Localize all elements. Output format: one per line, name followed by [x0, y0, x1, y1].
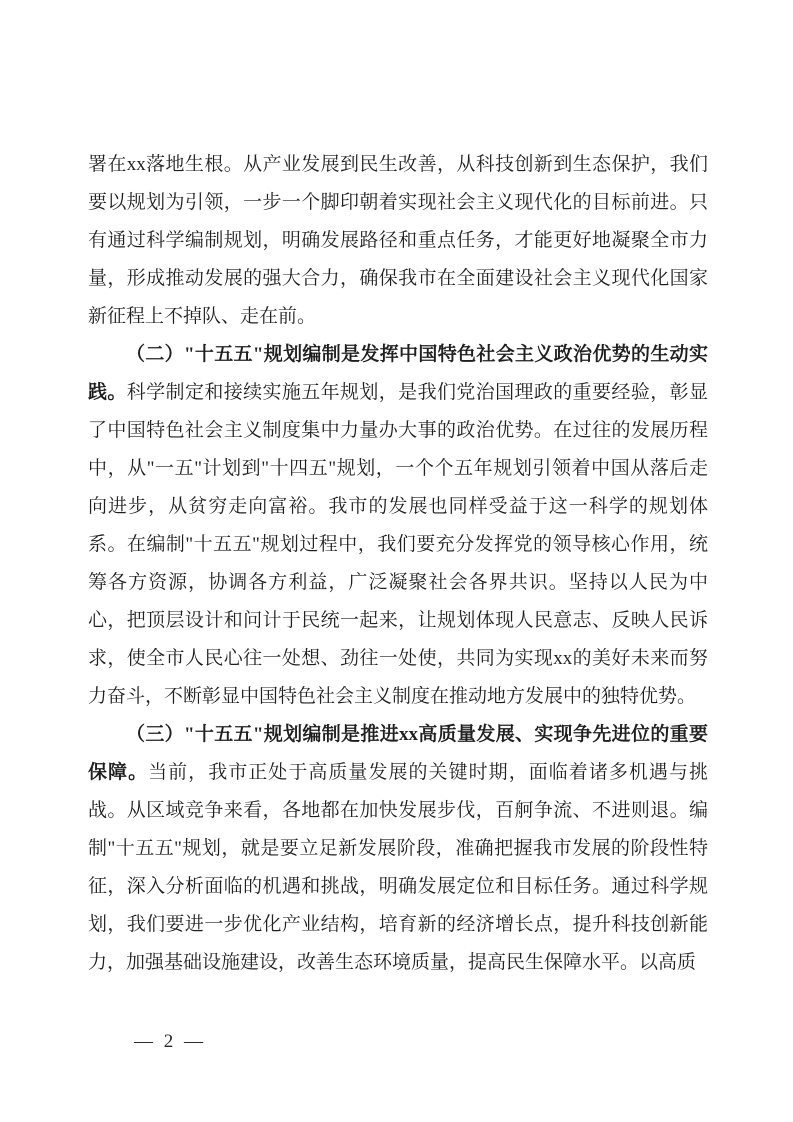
document-body: [88, 146, 708, 982]
paragraph-text: 当前，我市正处于高质量发展的关键时期，面临着诸多机遇与挑战。从区域竞争来看，各地都在加快发展步伐，百舸争流、不进则退。编制"十五五"规划，就是要立足新发展阶段，准确把握我市发展的阶段性特征，深入分析面临的机遇和挑战，明确发展定位和目标任务。通过科学规划，我们要进一步优化产业结构，培育新的经济增长点，提升科技创新能力，加强基础设施建设，改善生态环境质量，提高民生保障水平。以高质: [88, 762, 708, 973]
paragraph-text: 科学制定和接续实施五年规划，是我们党治国理政的重要经验，彰显了中国特色社会主义制度集中力量办大事的政治优势。在过往的发展历程中，从"一五"计划到"十四五"规划，一个个五年规划引领着中国从落后走向进步，从贫穷走向富裕。我市的发展也同样受益于这一科学的规划体系。在编制"十五五"规划过程中，我们要充分发挥党的领导核心作用，统筹各方资源，协调各方利益，广泛凝聚社会各界共识。坚持以人民为中心，把顶层设计和问计于民统一起来，让规划体现人民意志、反映人民诉求，使全市人民心往一处想、劲往一处使，共同为实现xx的美好未来而努力奋斗，不断彰显中国特色社会主义制度在推动地方发展中的独特优势。: [88, 382, 708, 707]
paragraph-text: 署在xx落地生根。从产业发展到民生改善，从科技创新到生态保护，我们要以规划为引领，一步一个脚印朝着实现社会主义现代化的目标前进。只有通过科学编制规划，明确发展路径和重点任务，才能更好地凝聚全市力量，形成推动发展的强大合力，确保我市在全面建设社会主义现代化国家新征程上不掉队、走在前。: [88, 154, 708, 327]
paragraph-section-3: [88, 716, 708, 982]
paragraph-section-2: [88, 336, 708, 716]
page-number: — 2 —: [134, 1031, 206, 1052]
paragraph-continuation: [88, 146, 708, 336]
section-3-heading: （三）"十五五"规划编制是推进xx高质量发展、实现争先进位的重要保障。: [88, 724, 708, 783]
section-2-heading: （二）"十五五"规划编制是发挥中国特色社会主义政治优势的生动实践。: [88, 344, 708, 403]
